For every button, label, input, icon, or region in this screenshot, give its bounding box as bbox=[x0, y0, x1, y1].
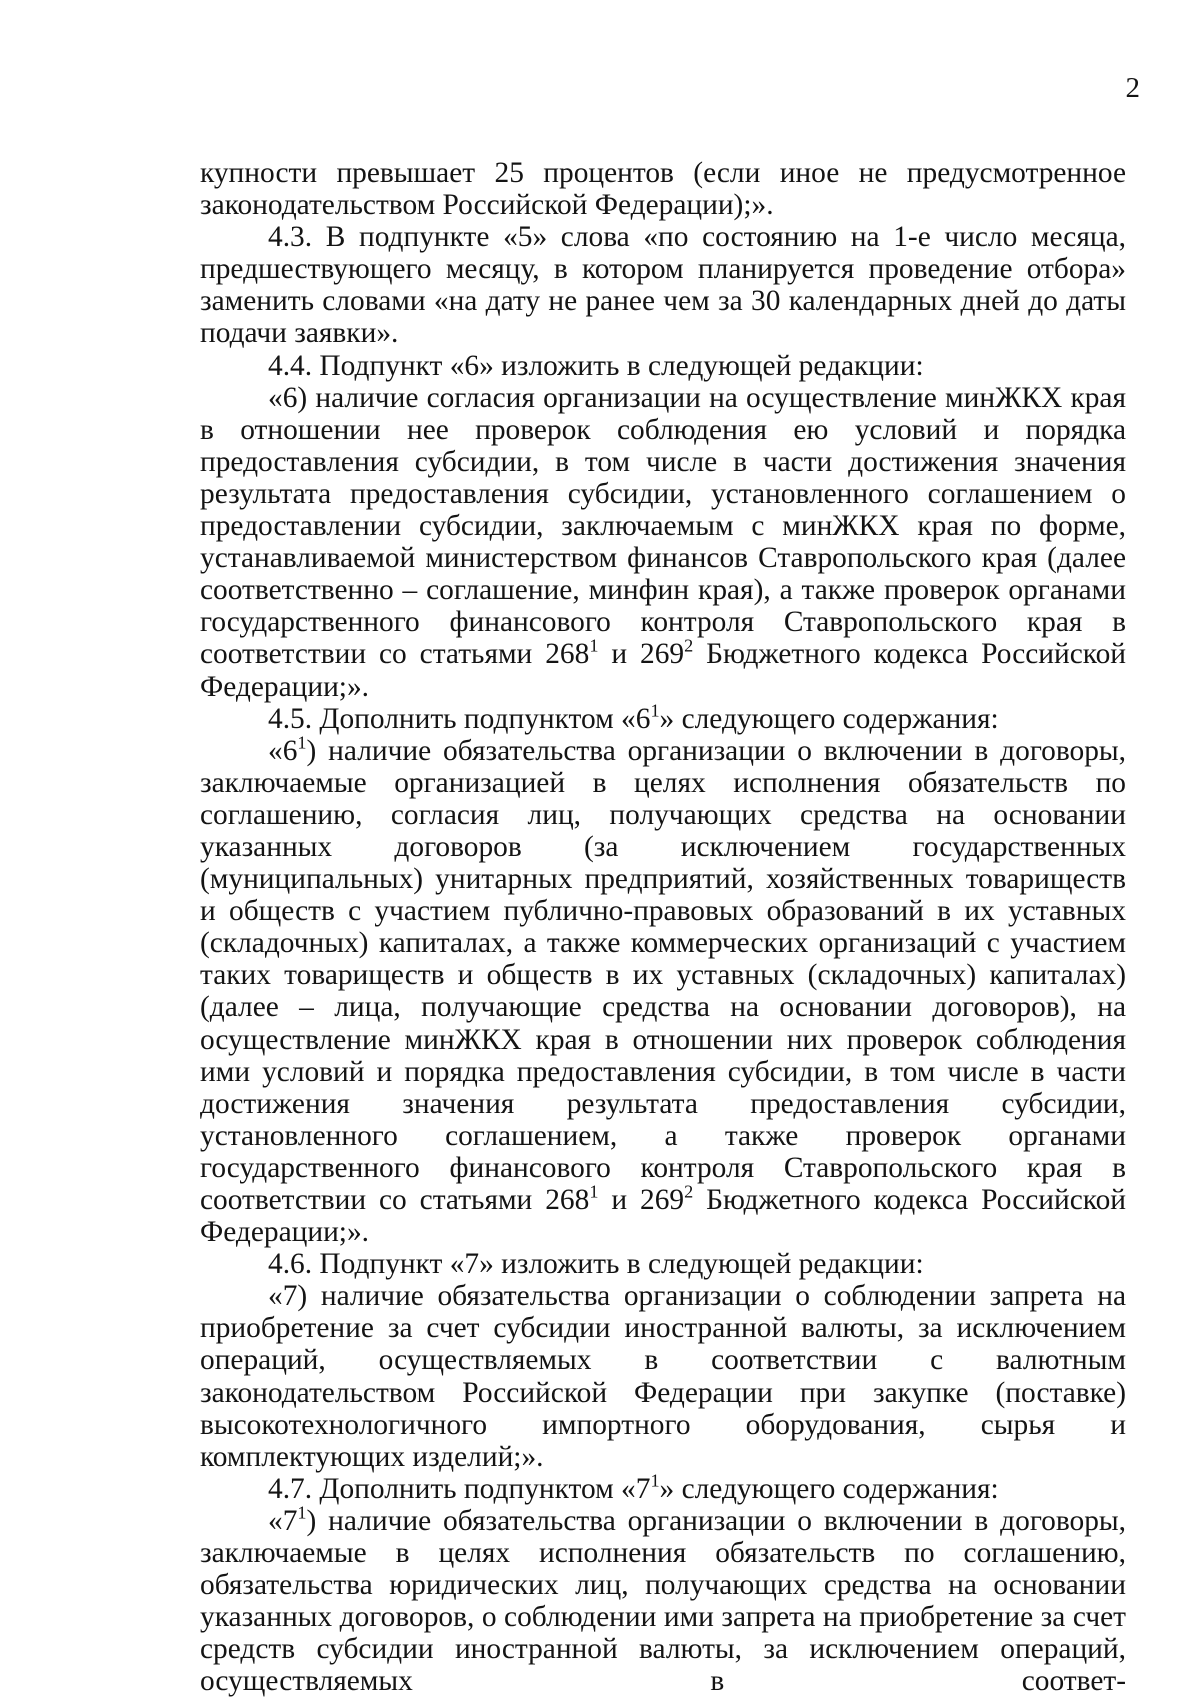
document-body bbox=[200, 157, 1126, 1698]
paragraph-text: ) наличие обязательства организации о включении в договоры, заключаемые в целях исполнения обязательств по соглашению, обязательства юридических лиц, получающих средства на основании указанных договоров, о соблюдении ими запрета на приобретение за счет средств субсидии иностранной валюты, за исключением операций, осуществляемых в соответ- bbox=[200, 1504, 1126, 1698]
superscript-text: 1 bbox=[297, 732, 307, 753]
paragraph-text: » следующего содержания: bbox=[659, 702, 999, 735]
superscript-text: 2 bbox=[684, 1181, 694, 1202]
paragraph-text: Бюджетного кодекса Российской Федерации;». bbox=[200, 638, 1126, 703]
page-number: 2 bbox=[1125, 72, 1140, 104]
paragraph bbox=[200, 157, 1126, 221]
paragraph-text: купности превышает 25 процентов (если иное не предусмотренное законодательством Российской Федерации);». bbox=[200, 157, 1126, 222]
paragraph bbox=[200, 1248, 1126, 1280]
paragraph bbox=[200, 350, 1126, 382]
superscript-text: 1 bbox=[589, 636, 599, 657]
paragraph-text: «6 bbox=[268, 734, 298, 767]
paragraph-text: » следующего содержания: bbox=[659, 1472, 999, 1505]
paragraph bbox=[200, 1502, 1126, 1698]
paragraph-text: 4.7. Дополнить подпунктом «7 bbox=[268, 1472, 651, 1505]
paragraph-text: и 269 bbox=[598, 638, 685, 671]
paragraph-text: 4.4. Подпункт «6» изложить в следующей редакции: bbox=[268, 349, 924, 382]
paragraph-text: «6) наличие согласия организации на осуществление минЖКХ края в отношении нее проверок соблюдения ею условий и порядка предоставления субсидии, в том числе в части достижения значения результата предоставления субсидии, установленного соглашением о предоставлении субсидии, заключаемым с минЖКХ края по форме, устанавливаемой министерством финансов Ставропольского края (далее соответственно – соглашение, минфин края), а также проверок органами государственного финансового контроля Ставропольского края в соответствии со статьями 268 bbox=[200, 381, 1126, 671]
superscript-text: 1 bbox=[650, 700, 660, 721]
paragraph-text: 4.5. Дополнить подпунктом «6 bbox=[268, 702, 651, 735]
paragraph bbox=[200, 1280, 1126, 1473]
paragraph-text: «7) наличие обязательства организации о соблюдении запрета на приобретение за счет субсидии иностранной валюты, за исключением операций, осуществляемых в соответствии с валютным законодательством Российской Федерации при закупке (поставке) высокотехнологичного импортного оборудования, сырья и комплектующих изделий;». bbox=[200, 1280, 1126, 1473]
paragraph bbox=[200, 382, 1126, 703]
paragraph-text: Бюджетного кодекса Российской Федерации;». bbox=[200, 1184, 1126, 1249]
superscript-text: 1 bbox=[589, 1181, 599, 1202]
paragraph bbox=[200, 700, 1126, 735]
superscript-text: 1 bbox=[297, 1502, 307, 1523]
paragraph-text: 4.6. Подпункт «7» изложить в следующей редакции: bbox=[268, 1248, 924, 1281]
paragraph-text: 4.3. В подпункте «5» слова «по состоянию на 1-е число месяца, предшествующего месяцу, в котором планируется проведение отбора» заменить словами «на дату не ранее чем за 30 календарных дней до даты подачи заявки». bbox=[200, 221, 1126, 350]
paragraph bbox=[200, 221, 1126, 349]
superscript-text: 2 bbox=[684, 636, 694, 657]
paragraph-text: ) наличие обязательства организации о включении в договоры, заключаемые организацией в целях исполнения обязательств по соглашению, согласия лиц, получающих средства на основании указанных договоров (за исключением государственных (муниципальных) унитарных предприятий, хозяйственных товариществ и обществ с участием публично-правовых образований в их уставных (складочных) капиталах, а также коммерческих организаций с участием таких товариществ и обществ в их уставных (складочных) капиталах) (далее – лица, получающие средства на основании договоров), на осуществление минЖКХ края в отношении них проверок соблюдения ими условий и порядка предоставления субсидии, в том числе в части достижения значения результата предоставления субсидии, установленного соглашением, а также проверок органами государственного финансового контроля Ставропольского края в соответствии со статьями 268 bbox=[200, 734, 1126, 1216]
paragraph-text: и 269 bbox=[598, 1184, 685, 1216]
paragraph-text: «7 bbox=[268, 1504, 298, 1537]
superscript-text: 1 bbox=[650, 1470, 660, 1491]
paragraph bbox=[200, 732, 1126, 1249]
paragraph bbox=[200, 1470, 1126, 1505]
